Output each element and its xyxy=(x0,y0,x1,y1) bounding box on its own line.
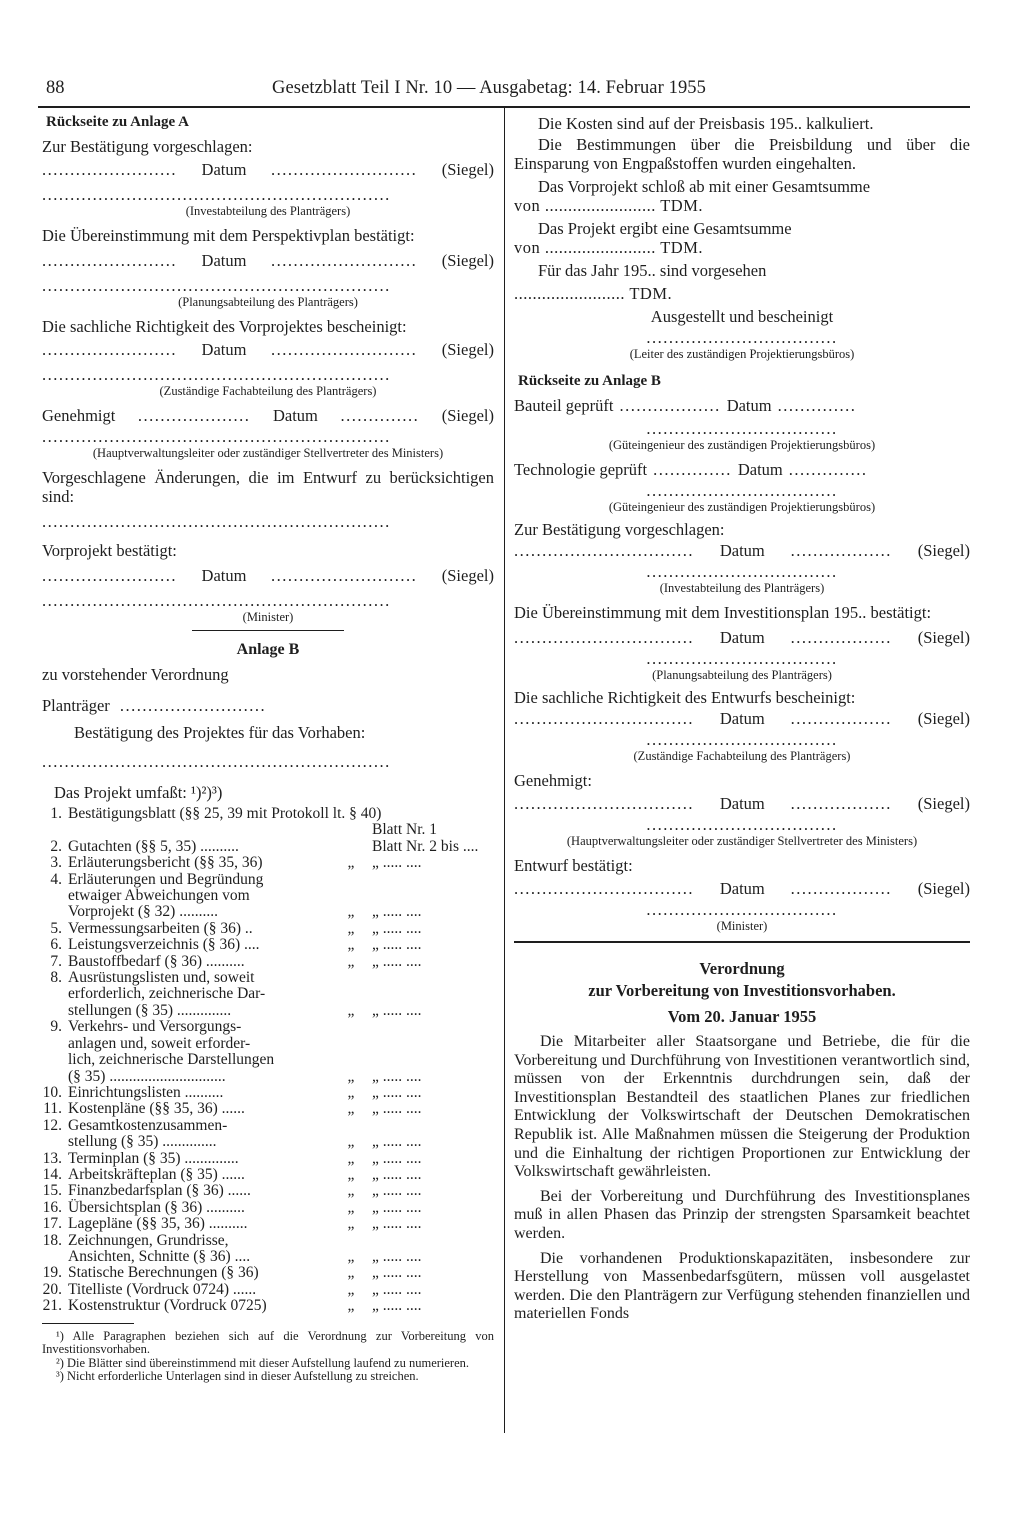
item-text: Vorprojekt (§ 32) .......... xyxy=(68,903,218,921)
item-ditto: „ xyxy=(347,903,355,921)
item-ditto: „ xyxy=(347,854,355,872)
item-text: lich, zeichnerische Darstellungen xyxy=(68,1051,275,1069)
item-number: 15. xyxy=(42,1182,62,1200)
list-item xyxy=(42,904,494,920)
item-number: 21. xyxy=(42,1297,62,1315)
item-number: 16. xyxy=(42,1198,62,1216)
item-number: 6. xyxy=(50,936,62,954)
item-sheet xyxy=(372,970,494,986)
item-number: 9. xyxy=(50,1018,62,1036)
caption-hauptverwaltungsleiter: (Hauptverwaltungsleiter oder zuständiger Stellvertreter des Ministers) xyxy=(92,446,444,460)
datum-row-r3: ................................ Datum .................. (Siegel) xyxy=(514,709,970,728)
item-ditto xyxy=(330,839,372,855)
list-item xyxy=(42,1019,494,1035)
item-number: 19. xyxy=(42,1264,62,1282)
genehmigt-label: Genehmigt xyxy=(42,406,116,425)
item-ditto: „ xyxy=(347,1215,355,1233)
datum-row-1: ........................ Datum .......................... (Siegel) xyxy=(42,160,494,179)
document-list xyxy=(42,806,494,1315)
list-item xyxy=(42,921,494,937)
datum-label: Datum xyxy=(719,879,765,898)
list-item xyxy=(42,1233,494,1249)
anlage-b-subtitle: zu vorstehender Verordnung xyxy=(42,665,229,684)
item-text: Arbeitskräfteplan (§ 35) ...... xyxy=(68,1165,245,1183)
caption-planungsabteilung: (Planungsabteilung des Planträgers) xyxy=(178,295,358,309)
item-number xyxy=(42,888,62,904)
item-ditto xyxy=(330,1233,372,1249)
caption-fachabteilung-r: (Zuständige Fachabteilung des Planträgers) xyxy=(633,749,851,763)
list-item xyxy=(42,937,494,953)
list-item xyxy=(42,839,494,855)
item-text: etwaiger Abweichungen vom xyxy=(68,887,250,905)
item-number xyxy=(42,1249,62,1265)
item-ditto xyxy=(330,888,372,904)
item-text: Vermessungsarbeiten (§ 36) .. xyxy=(68,919,253,937)
line-vorgeschlagene-aenderungen: Vorgeschlagene Änderungen, die im Entwurf zu berücksichtigen sind: xyxy=(42,468,494,506)
projekt-umfasst: Das Projekt umfaßt: ¹)²)³) xyxy=(54,783,223,802)
item-sheet: „ ..... .... xyxy=(372,1264,422,1282)
verordnung-paragraph-2: Bei der Vorbereitung und Durchführung des Investitionsplanes muß in allen Phasen das Prinzip der strengsten Sparsamkeit beachtet werden. xyxy=(514,1187,970,1242)
item-text: Baustoffbedarf (§ 36) .......... xyxy=(68,952,245,970)
item-ditto: „ xyxy=(347,952,355,970)
projekt-summe-line: Das Projekt ergibt eine Gesamtsumme xyxy=(538,219,792,238)
item-ditto xyxy=(330,970,372,986)
item-text: Gutachten (§§ 5, 35) .......... xyxy=(68,837,239,855)
item-text: Zeichnungen, Grundrisse, xyxy=(68,1231,229,1249)
siegel-label: (Siegel) xyxy=(441,251,494,270)
footnote: ¹) Alle Paragraphen beziehen sich auf die Verordnung zur Vorbereitung von Investitionsvorhaben. xyxy=(42,1328,494,1357)
section-divider-r xyxy=(514,941,970,943)
datum-label: Datum xyxy=(719,794,765,813)
bauteil-row: Bauteil geprüft .................. Datum .............. xyxy=(514,396,857,415)
list-item xyxy=(42,1003,494,1019)
item-ditto: „ xyxy=(347,1100,355,1118)
line-vorprojekt-bestaetigt: Vorprojekt bestätigt: xyxy=(42,541,177,560)
caption-planungsabteilung-r: (Planungsabteilung des Planträgers) xyxy=(652,668,832,682)
line-sachliche-richtigkeit: Die sachliche Richtigkeit des Vorprojektes bescheinigt: xyxy=(42,317,407,336)
item-text xyxy=(62,822,330,838)
siegel-label: (Siegel) xyxy=(917,879,970,898)
projekt-summe-value: von ........................ TDM. xyxy=(514,238,703,257)
datum-label: Datum xyxy=(719,628,765,647)
header-title: Gesetzblatt Teil I Nr. 10 — Ausgabetag: 14. Februar 1955 xyxy=(272,78,706,98)
page-number: 88 xyxy=(46,78,65,98)
datum-label: Datum xyxy=(726,396,772,415)
item-number xyxy=(42,1036,62,1052)
datum-row-2: ........................ Datum .......................... (Siegel) xyxy=(42,251,494,270)
anlage-b-heading: Anlage B xyxy=(236,641,300,658)
item-sheet: „ ..... .... xyxy=(372,1297,422,1315)
item-sheet: „ ..... .... xyxy=(372,936,422,954)
item-ditto: „ xyxy=(347,1297,355,1315)
list-item xyxy=(42,1069,494,1085)
item-number xyxy=(42,1052,62,1068)
list-item xyxy=(42,1151,494,1167)
bestimmungen-paragraph: Die Bestimmungen über die Preisbildung und über die Einsparung von Engpaßstoffen wurden eingehalten. xyxy=(514,135,970,173)
item-text: Übersichtsplan (§ 36) .......... xyxy=(68,1198,245,1216)
jahr-value: ........................ TDM. xyxy=(514,284,673,303)
caption-investabteilung-r: (Investabteilung des Planträgers) xyxy=(659,581,825,595)
item-ditto: „ xyxy=(347,1165,355,1183)
item-ditto: „ xyxy=(347,1133,355,1151)
caption-minister-r: (Minister) xyxy=(716,919,768,933)
item-ditto xyxy=(330,986,372,1002)
footnotes xyxy=(42,1330,494,1384)
item-text: stellungen (§ 35) .............. xyxy=(68,1001,232,1019)
item-number xyxy=(42,822,62,838)
item-ditto: „ xyxy=(347,1083,355,1101)
datum-label: Datum xyxy=(201,566,247,585)
item-sheet xyxy=(372,986,494,1002)
siegel-label: (Siegel) xyxy=(917,794,970,813)
item-number: 10. xyxy=(42,1083,62,1101)
item-sheet xyxy=(372,872,494,888)
item-sheet: „ ..... .... xyxy=(372,1198,422,1216)
section-divider xyxy=(192,630,344,631)
item-ditto: „ xyxy=(347,1280,355,1298)
item-sheet: „ ..... .... xyxy=(372,1133,422,1151)
column-divider xyxy=(504,108,505,1433)
uebereinstimmung-line: Die Übereinstimmung mit dem Investitionsplan 195.. bestätigt: xyxy=(514,603,932,622)
item-ditto: „ xyxy=(347,1067,355,1085)
datum-label: Datum xyxy=(201,160,247,179)
item-number xyxy=(42,1069,62,1085)
item-sheet xyxy=(372,1052,494,1068)
datum-label: Datum xyxy=(201,251,247,270)
list-item xyxy=(42,1249,494,1265)
item-sheet: „ ..... .... xyxy=(372,1182,422,1200)
item-sheet xyxy=(372,1233,494,1249)
item-ditto xyxy=(330,1036,372,1052)
bauteil-label: Bauteil geprüft xyxy=(514,396,614,415)
technologie-row: Technologie geprüft .............. Datum .............. xyxy=(514,460,868,479)
item-text: Ausrüstungslisten und, soweit xyxy=(68,969,255,987)
right-column: Die Kosten sind auf der Preisbasis 195.. kalkuliert. Die Bestimmungen über die Preisbildung und über die Einsparung von Engpaßstoffen wurden eingehalten. Das Vorprojekt schloß ab mit einer Gesamtsumme von ........................ TDM. Das Projekt ergibt eine Gesamtsumme von ........................ TDM. Für das Jahr 195.. sind vorgesehen ........................ TDM. Ausgestellt und bescheinigt .................................. (Leiter des zuständigen Projektierungsbüros) Rückseite zu Anlage B Bauteil geprüft .................. Datum .............. .................................. (Güteingenieur des zuständigen Projektierungsbüros) Technologie geprüft .............. Datum .............. .................................. (Güteingenieur des zuständigen Projektierungsbüros) Zur Bestätigung vorgeschlagen: ................................ Datum .................. (Siegel) .................................. (Investabteilung des Planträgers) Die Übereinstimmung mit dem Investitionsplan 195.. bestätigt: ................................ Datum .................. (Siegel) .................................. (Planungsabteilung des Planträgers) Die sachliche Richtigkeit des Entwurfs bescheinigt: ................................ Datum .................. (Siegel) .................................. (Zuständige Fachabteilung des Planträgers) Genehmigt: ................................ Datum .................. (Siegel) .................................. (Hauptverwaltungsleiter oder zuständiger Stellvertreter des Ministers) Entwurf bestätigt: ................................ Datum .................. (Siegel) .................................. (Minister) Verordnung zur Vorbereitung von Investitionsvorhaben. Vom 20. Januar 1955 Die Mitarbeiter aller Staatsorgane und Betriebe, die für die Vorbereitung und Durchführung von Investitionen verantwortlich sind, müssen von der Erkenntnis durchdrungen sein, daß der Investitionsplan Bestandteil des staatlichen Planes zur friedlichen Entwicklung der Volkswirtschaft der Deutschen Demokratischen Republik ist. Alle Maßnahmen müssen die Steigerung der Produktion und die Einhaltung der richtigen Proportionen zur Entwicklung der Volkswirtschaft gewährleisten. Bei der Vorbereitung und Durchführung des Investitionsplanes muß in allen Phasen das Prinzip der strengsten Sparsamkeit beachtet werden. Die vorhandenen Produktionskapazitäten, insbesondere zur Herstellung von Massenbedarfsgütern, müssen voll ausgelastet werden. Die den Planträgern zur Verfügung stehenden finanziellen und materiellen Fonds xyxy=(514,114,970,1323)
line-zur-bestaetigung: Zur Bestätigung vorgeschlagen: xyxy=(42,137,253,156)
item-sheet xyxy=(372,1118,494,1134)
list-item xyxy=(42,1085,494,1101)
datum-row-r4: ................................ Datum .................. (Siegel) xyxy=(514,794,970,813)
item-sheet: Blatt Nr. 1 xyxy=(372,821,438,839)
item-number xyxy=(42,1134,62,1150)
list-item xyxy=(42,954,494,970)
item-text: Bestätigungsblatt (§§ 25, 39 mit Protokoll lt. § 40) xyxy=(68,805,382,822)
item-sheet xyxy=(372,1019,494,1035)
item-number: 11. xyxy=(43,1100,62,1118)
list-item xyxy=(42,1118,494,1134)
datum-label: Datum xyxy=(272,406,318,425)
page-header xyxy=(38,78,978,106)
item-text: Erläuterungen und Begründung xyxy=(68,870,264,888)
list-item xyxy=(42,888,494,904)
item-text: anlagen und, soweit erforder- xyxy=(68,1034,251,1052)
datum-label: Datum xyxy=(737,460,783,479)
datum-row-r2: ................................ Datum .................. (Siegel) xyxy=(514,628,970,647)
item-text: (§ 35) .............................. xyxy=(68,1067,226,1085)
item-text: Einrichtungslisten .......... xyxy=(68,1083,224,1101)
caption-investabteilung: (Investabteilung des Planträgers) xyxy=(185,204,351,218)
item-sheet: „ ..... .... xyxy=(372,1001,422,1019)
item-sheet: „ ..... .... xyxy=(372,1165,422,1183)
plantraeger-label: Planträger xyxy=(42,696,110,715)
datum-row-r1: ................................ Datum .................. (Siegel) xyxy=(514,541,970,560)
item-ditto: „ xyxy=(347,1149,355,1167)
footnote: ³) Nicht erforderliche Unterlagen sind in dieser Aufstellung zu streichen. xyxy=(56,1369,419,1384)
list-item xyxy=(42,806,494,822)
list-item xyxy=(42,1183,494,1199)
item-text: Leistungsverzeichnis (§ 36) .... xyxy=(68,936,260,954)
item-sheet: „ ..... .... xyxy=(372,1215,422,1233)
zur-bestaetigung-line: Zur Bestätigung vorgeschlagen: xyxy=(514,520,725,539)
list-item xyxy=(42,1036,494,1052)
item-ditto xyxy=(330,822,372,838)
ausgestellt-line: Ausgestellt und bescheinigt xyxy=(650,307,834,326)
entwurf-bestaetigt-line: Entwurf bestätigt: xyxy=(514,856,633,875)
item-text: Finanzbedarfsplan (§ 36) ...... xyxy=(68,1182,251,1200)
item-text: erforderlich, zeichnerische Dar- xyxy=(68,985,266,1003)
item-sheet: Blatt Nr. 2 bis .... xyxy=(372,837,479,855)
item-sheet: „ ..... .... xyxy=(372,1083,422,1101)
item-number: 14. xyxy=(42,1165,62,1183)
item-number: 12. xyxy=(42,1116,62,1134)
list-item xyxy=(42,970,494,986)
datum-row-3: ........................ Datum .......................... (Siegel) xyxy=(42,340,494,359)
item-sheet xyxy=(372,806,494,822)
item-number: 18. xyxy=(42,1231,62,1249)
item-sheet: „ ..... .... xyxy=(372,854,422,872)
item-text: Statische Berechnungen (§ 36) xyxy=(68,1264,259,1282)
item-sheet: „ ..... .... xyxy=(372,903,422,921)
list-item xyxy=(42,1200,494,1216)
item-text: Ansichten, Schnitte (§ 36) .... xyxy=(68,1247,251,1265)
item-ditto xyxy=(330,872,372,888)
jahr-line: Für das Jahr 195.. sind vorgesehen xyxy=(538,261,767,280)
item-number: 13. xyxy=(42,1149,62,1167)
siegel-label: (Siegel) xyxy=(441,406,494,425)
footnote-rule xyxy=(42,1323,134,1324)
datum-row-r5: ................................ Datum .................. (Siegel) xyxy=(514,879,970,898)
item-number: 17. xyxy=(42,1215,62,1233)
caption-fachabteilung: (Zuständige Fachabteilung des Planträgers) xyxy=(159,384,377,398)
item-sheet xyxy=(372,1036,494,1052)
item-sheet: „ ..... .... xyxy=(372,1067,422,1085)
siegel-label: (Siegel) xyxy=(917,541,970,560)
vorprojekt-summe-line: Das Vorprojekt schloß ab mit einer Gesamtsumme xyxy=(538,177,871,196)
item-text: Gesamtkostenzusammen- xyxy=(68,1116,228,1134)
item-sheet: „ ..... .... xyxy=(372,952,422,970)
item-sheet: „ ..... .... xyxy=(372,919,422,937)
item-text: Titelliste (Vordruck 0724) ...... xyxy=(68,1280,257,1298)
plantraeger-row: Planträger .......................... xyxy=(42,696,267,715)
verordnung-title: Verordnung xyxy=(699,959,785,978)
list-item xyxy=(42,1167,494,1183)
item-sheet: „ ..... .... xyxy=(372,1100,422,1118)
vorprojekt-summe-value: von ........................ TDM. xyxy=(514,196,703,215)
datum-label: Datum xyxy=(719,709,765,728)
left-column: Rückseite zu Anlage A Zur Bestätigung vorgeschlagen: ........................ Datum .......................... (Siegel) .............................................................. (Investabteilung des Planträgers) Die Übereinstimmung mit dem Perspektivplan bestätigt: ........................ Datum .......................... (Siegel) .............................................................. (Planungsabteilung des Planträgers) Die sachliche Richtigkeit des Vorprojektes bescheinigt: ........................ Datum .......................... (Siegel) .............................................................. (Zuständige Fachabteilung des Planträgers) Genehmigt .................... Datum .............. (Siegel) .............................................................. (Hauptverwaltungsleiter oder zuständiger Stellvertreter des Ministers) Vorgeschlagene Änderungen, die im Entwurf zu berücksichtigen sind: .............................................................. Vorprojekt bestätigt: ........................ Datum .......................... (Siegel) .............................................................. (Minister) Anlage B zu vorstehender Verordnung Planträger .......................... Bestätigung des Projektes für das Vorhaben: .............................................................. Das Projekt umfaßt: ¹)²)³) 1. Bestätigungsblatt (§§ 25, 39 mit Protokoll lt. § 40) Blatt Nr. 1 2. Gutachten (§§ 5, 35) .......... Blatt Nr. 2 bis .... 3. Erläuterungsbericht (§§ 35, 36) „ „ ..... .... 4. Erläuterungen und Begründung etwaiger Abweichungen vom Vorprojekt (§ 32) .......... „ „ ..... .... 5. Vermessungsarbeiten (§ 36) .. „ „ ..... .... 6. Leistungsverzeichnis (§ 36) .... „ „ ..... .... 7. Baustoffbedarf (§ 36) .......... „ „ ..... .... 8. Ausrüstungslisten und, soweit erforderlich, zeichnerische Dar- stellungen (§ 35) .............. „ „ ..... .... 9. Verkehrs- und Versorgungs- anlagen und, soweit erforder- lich, zeichnerische Darstellungen (§ 35) .............................. „ „ ..... .... 10. Einrichtungslisten .......... „ „ ..... .... 11. Kostenpläne (§§ 35, 36) ...... „ „ ..... .... 12. Gesamtkostenzusammen- stellung (§ 35) .............. „ „ ..... .... 13. Terminplan (§ 35) .............. „ „ ..... .... 14. Arbeitskräfteplan (§ 35) ...... „ „ ..... .... 15. Finanzbedarfsplan (§ 36) ...... „ „ ..... .... 16. Übersichtsplan (§ 36) .......... „ „ ..... .... 17. Lagepläne (§§ 35, 36) .......... „ „ ..... .... 18. Zeichnungen, Grundrisse, Ansichten, Schnitte (§ 36) .... „ „ ..... .... 19. Statische Berechnungen (§ 36) „ „ ..... .... 20. Titelliste (Vordruck 0724) ...... „ „ ..... .... 21. Kostenstruktur (Vordruck 0725) „ „ ..... .... ¹) Alle Paragraphen beziehen sich auf die Verordnung zur Vorbereitung von Investitionsvorhaben. ²) Die Blätter sind übereinstimmend mit dieser Aufstellung laufend zu numerieren. ³) Nicht erforderliche Unterlagen sind in dieser Aufstellung zu streichen. xyxy=(42,114,494,1384)
item-ditto xyxy=(330,1019,372,1035)
item-number xyxy=(42,1003,62,1019)
item-text: Terminplan (§ 35) .............. xyxy=(68,1149,239,1167)
item-text: Kostenpläne (§§ 35, 36) ...... xyxy=(68,1100,245,1118)
item-number: 1. xyxy=(50,805,62,822)
verordnung-subtitle: zur Vorbereitung von Investitionsvorhaben. xyxy=(588,981,896,1000)
list-item xyxy=(42,1134,494,1150)
datum-label: Datum xyxy=(201,340,247,359)
list-item xyxy=(42,1101,494,1117)
list-item xyxy=(42,855,494,871)
item-ditto: „ xyxy=(347,919,355,937)
item-ditto: „ xyxy=(347,1198,355,1216)
item-ditto: „ xyxy=(347,936,355,954)
item-number: 5. xyxy=(50,919,62,937)
caption-minister: (Minister) xyxy=(242,610,294,624)
item-number: 4. xyxy=(50,870,62,888)
item-number: 20. xyxy=(42,1280,62,1298)
list-item xyxy=(42,1265,494,1281)
siegel-label: (Siegel) xyxy=(917,709,970,728)
caption-hauptverwaltungsleiter-r: (Hauptverwaltungsleiter oder zuständiger Stellvertreter des Ministers) xyxy=(566,834,918,848)
item-ditto xyxy=(330,1118,372,1134)
list-item xyxy=(42,872,494,888)
rueckseite-a-heading: Rückseite zu Anlage A xyxy=(46,114,189,130)
technologie-label: Technologie geprüft xyxy=(514,460,648,479)
datum-row-4: ........................ Datum .......................... (Siegel) xyxy=(42,566,494,585)
item-number: 8. xyxy=(50,969,62,987)
item-text: Lagepläne (§§ 35, 36) .......... xyxy=(68,1215,248,1233)
list-item xyxy=(42,1282,494,1298)
bestaetigung-line: Bestätigung des Projektes für das Vorhaben: xyxy=(74,723,366,742)
siegel-label: (Siegel) xyxy=(441,340,494,359)
item-ditto xyxy=(330,806,372,822)
caption-gueteingenieur-2: (Güteingenieur des zuständigen Projektierungsbüros) xyxy=(608,500,876,514)
caption-gueteingenieur: (Güteingenieur des zuständigen Projektierungsbüros) xyxy=(608,438,876,452)
caption-leiter: (Leiter des zuständigen Projektierungsbüros) xyxy=(629,347,855,361)
item-sheet: „ ..... .... xyxy=(372,1247,422,1265)
item-number xyxy=(42,904,62,920)
item-ditto: „ xyxy=(347,1001,355,1019)
footnote: ²) Die Blätter sind übereinstimmend mit dieser Aufstellung laufend zu numerieren. xyxy=(56,1355,470,1370)
item-text: stellung (§ 35) .............. xyxy=(68,1133,217,1151)
siegel-label: (Siegel) xyxy=(917,628,970,647)
line-uebereinstimmung: Die Übereinstimmung mit dem Perspektivplan bestätigt: xyxy=(42,226,415,245)
item-number: 7. xyxy=(50,952,62,970)
list-item xyxy=(42,1216,494,1232)
item-text: Erläuterungsbericht (§§ 35, 36) xyxy=(68,854,263,872)
item-number: 2. xyxy=(50,837,62,855)
verordnung-paragraph-1: Die Mitarbeiter aller Staatsorgane und Betriebe, die für die Vorbereitung und Durchführung von Investitionen verantwortlich sind, müssen von der Erkenntnis durchdrungen sein, daß der Investitionsplan Bestandteil des staatlichen Planes zur friedlichen Entwicklung der Volkswirtschaft der Deutschen Demokratischen Republik ist. Alle Maßnahmen müssen die Steigerung der Produktion und die Einhaltung der richtigen Proportionen zur Entwicklung der Volkswirtschaft gewährleisten. xyxy=(514,1033,970,1181)
list-item xyxy=(42,822,494,838)
item-sheet: „ ..... .... xyxy=(372,1149,422,1167)
verordnung-date: Vom 20. Januar 1955 xyxy=(667,1007,817,1026)
item-ditto xyxy=(330,1052,372,1068)
genehmigt-line: Genehmigt: xyxy=(514,771,592,790)
list-item xyxy=(42,1052,494,1068)
item-sheet xyxy=(372,888,494,904)
siegel-label: (Siegel) xyxy=(441,160,494,179)
item-text: Verkehrs- und Versorgungs- xyxy=(68,1018,242,1036)
verordnung-paragraph-3: Die vorhandenen Produktionskapazitäten, insbesondere zur Herstellung von Massenbedarfsgütern, müssen voll ausgelastet werden. Die den Planträgern zur Verfügung stehenden finanziellen und materiellen Fonds xyxy=(514,1249,970,1323)
item-number: 3. xyxy=(50,854,62,872)
datum-label: Datum xyxy=(719,541,765,560)
siegel-label: (Siegel) xyxy=(441,566,494,585)
item-number xyxy=(42,986,62,1002)
item-ditto: „ xyxy=(347,1247,355,1265)
item-sheet: „ ..... .... xyxy=(372,1280,422,1298)
item-ditto: „ xyxy=(347,1182,355,1200)
sachliche-richtigkeit-line: Die sachliche Richtigkeit des Entwurfs bescheinigt: xyxy=(514,688,856,707)
list-item xyxy=(42,1298,494,1314)
kosten-line: Die Kosten sind auf der Preisbasis 195.. kalkuliert. xyxy=(538,114,874,133)
item-text: Kostenstruktur (Vordruck 0725) xyxy=(68,1297,267,1315)
list-item xyxy=(42,986,494,1002)
item-ditto: „ xyxy=(347,1264,355,1282)
genehmigt-row: Genehmigt .................... Datum .............. (Siegel) xyxy=(42,406,494,425)
rueckseite-b-heading: Rückseite zu Anlage B xyxy=(518,373,661,389)
